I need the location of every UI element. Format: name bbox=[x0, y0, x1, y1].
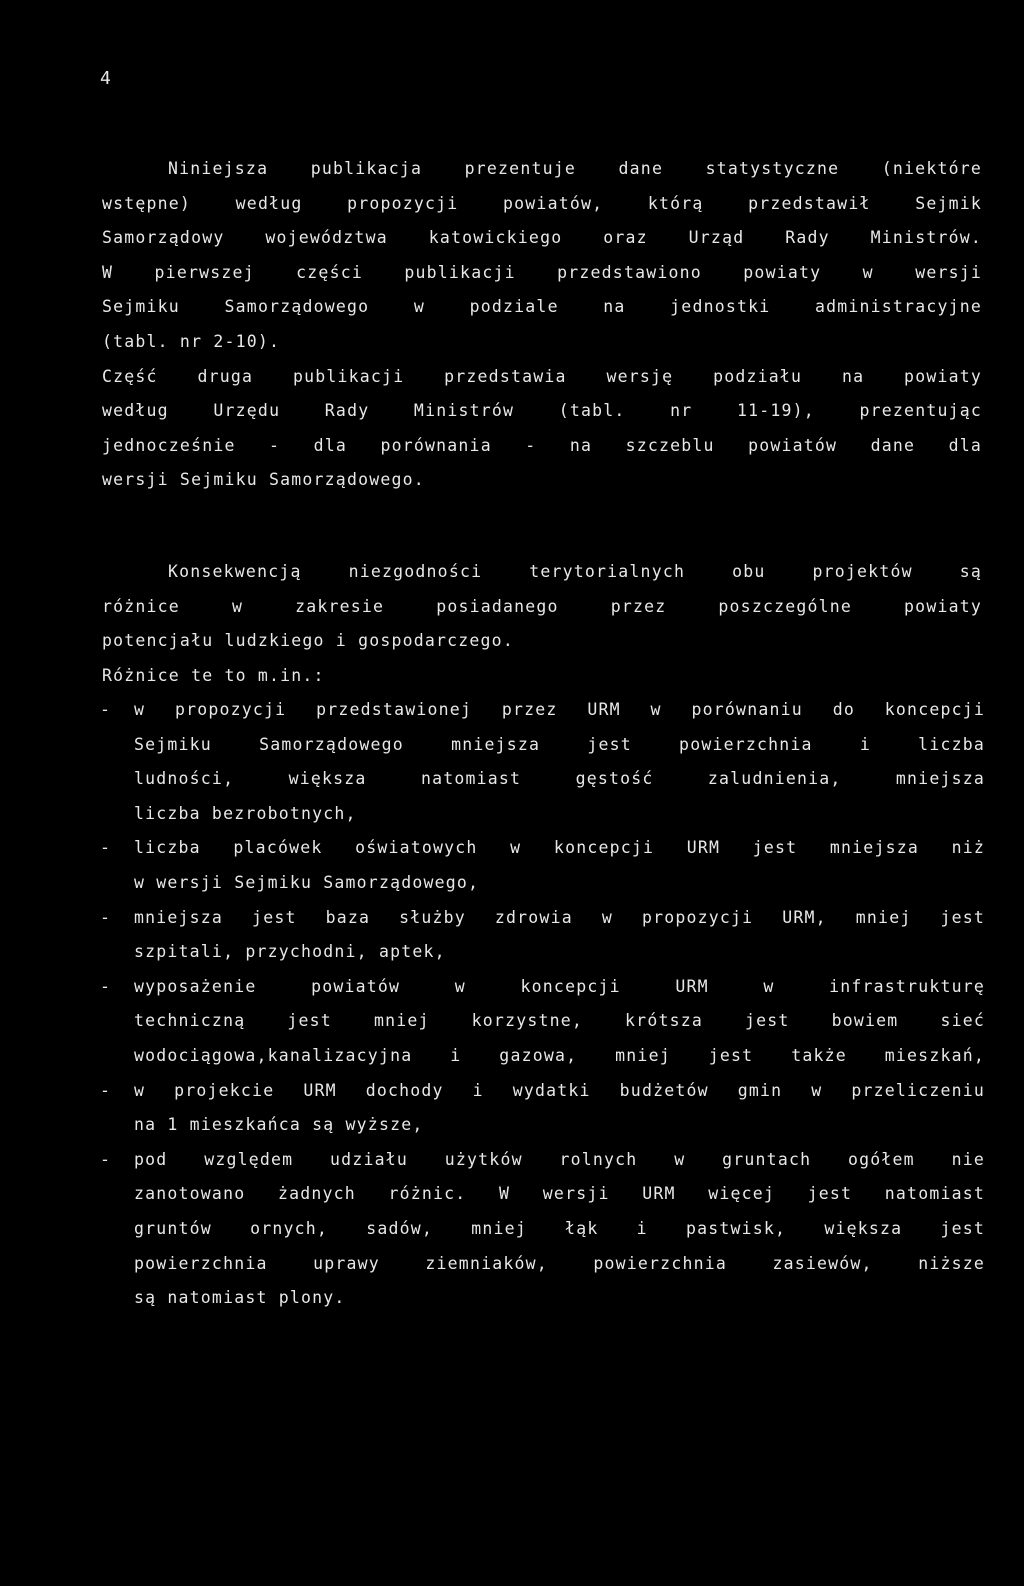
differences-list bbox=[100, 693, 985, 1316]
text-line: w propozycji przedstawionej przez URM w porównaniu do koncepcji bbox=[134, 700, 985, 719]
text-line: liczba bezrobotnych, bbox=[134, 803, 357, 823]
text-line: na 1 mieszkańca są wyższe, bbox=[134, 1115, 424, 1135]
text-line: liczba placówek oświatowych w koncepcji URM jest mniejsza niż bbox=[134, 838, 985, 858]
text-line: wodociągowa,kanalizacyjna i gazowa, mniej jest także mieszkań, bbox=[134, 1045, 985, 1065]
differences-paragraph bbox=[102, 555, 982, 693]
text-line: wyposażenie powiatów w koncepcji URM w infrastrukturę bbox=[134, 976, 985, 996]
text-line: według Urzędu Rady Ministrów (tabl. nr 11-19), prezentując bbox=[102, 401, 982, 421]
text-line: w projekcie URM dochody i wydatki budżetów gmin w przeliczeniu bbox=[134, 1080, 985, 1100]
dash-marker: - bbox=[100, 1080, 112, 1100]
text-line: ludności, większa natomiast gęstość zaludnienia, mniejsza bbox=[134, 769, 985, 789]
text-line: wersji Sejmiku Samorządowego. bbox=[102, 470, 425, 490]
dash-marker: - bbox=[100, 976, 112, 996]
dash-marker: - bbox=[100, 1149, 112, 1169]
text-line: Część druga publikacji przedstawia wersję podziału na powiaty bbox=[102, 366, 982, 386]
text-line: potencjału ludzkiego i gospodarczego. bbox=[102, 631, 514, 651]
text-line: jednocześnie - dla porównania - na szczeblu powiatów dane dla bbox=[102, 435, 982, 455]
text-line: szpitali, przychodni, aptek, bbox=[134, 942, 446, 962]
text-line: gruntów ornych, sadów, mniej łąk i pastwisk, większa jest bbox=[134, 1218, 985, 1238]
text-line: Sejmiku Samorządowego w podziale na jednostki administracyjne bbox=[102, 297, 982, 317]
dash-marker: - bbox=[100, 700, 112, 719]
list-item bbox=[100, 831, 985, 900]
list-item bbox=[100, 901, 985, 970]
text-line: różnice w zakresie posiadanego przez poszczególne powiaty bbox=[102, 596, 982, 616]
text-line: pod względem udziału użytków rolnych w gruntach ogółem nie bbox=[134, 1149, 985, 1169]
text-line: Samorządowy województwa katowickiego oraz Urząd Rady Ministrów. bbox=[102, 228, 982, 248]
text-line: Konsekwencją niezgodności terytorialnych obu projektów są bbox=[168, 562, 982, 581]
list-item bbox=[100, 1143, 985, 1316]
text-line: Niniejsza publikacja prezentuje dane statystyczne (niektóre bbox=[168, 159, 982, 178]
text-line: powierzchnia uprawy ziemniaków, powierzchnia zasiewów, niższe bbox=[134, 1253, 985, 1273]
list-item bbox=[100, 970, 985, 1074]
text-line: (tabl. nr 2-10). bbox=[102, 331, 281, 351]
text-line: są natomiast plony. bbox=[134, 1288, 346, 1308]
text-line: zanotowano żadnych różnic. W wersji URM więcej jest natomiast bbox=[134, 1184, 985, 1204]
dash-marker: - bbox=[100, 838, 112, 858]
text-line: W pierwszej części publikacji przedstawiono powiaty w wersji bbox=[102, 262, 982, 282]
dash-marker: - bbox=[100, 907, 112, 927]
intro-paragraph bbox=[102, 152, 982, 498]
text-line: mniejsza jest baza służby zdrowia w propozycji URM, mniej jest bbox=[134, 907, 985, 927]
text-line: Sejmiku Samorządowego mniejsza jest powierzchnia i liczba bbox=[134, 734, 985, 754]
text-line: techniczną jest mniej korzystne, krótsza jest bowiem sieć bbox=[134, 1011, 985, 1031]
text-line: w wersji Sejmiku Samorządowego, bbox=[134, 872, 480, 892]
list-item bbox=[100, 1074, 985, 1143]
text-line: wstępne) według propozycji powiatów, którą przedstawił Sejmik bbox=[102, 193, 982, 213]
page-number: 4 bbox=[100, 68, 113, 89]
list-item bbox=[100, 693, 985, 831]
text-line: Różnice te to m.in.: bbox=[102, 665, 325, 685]
